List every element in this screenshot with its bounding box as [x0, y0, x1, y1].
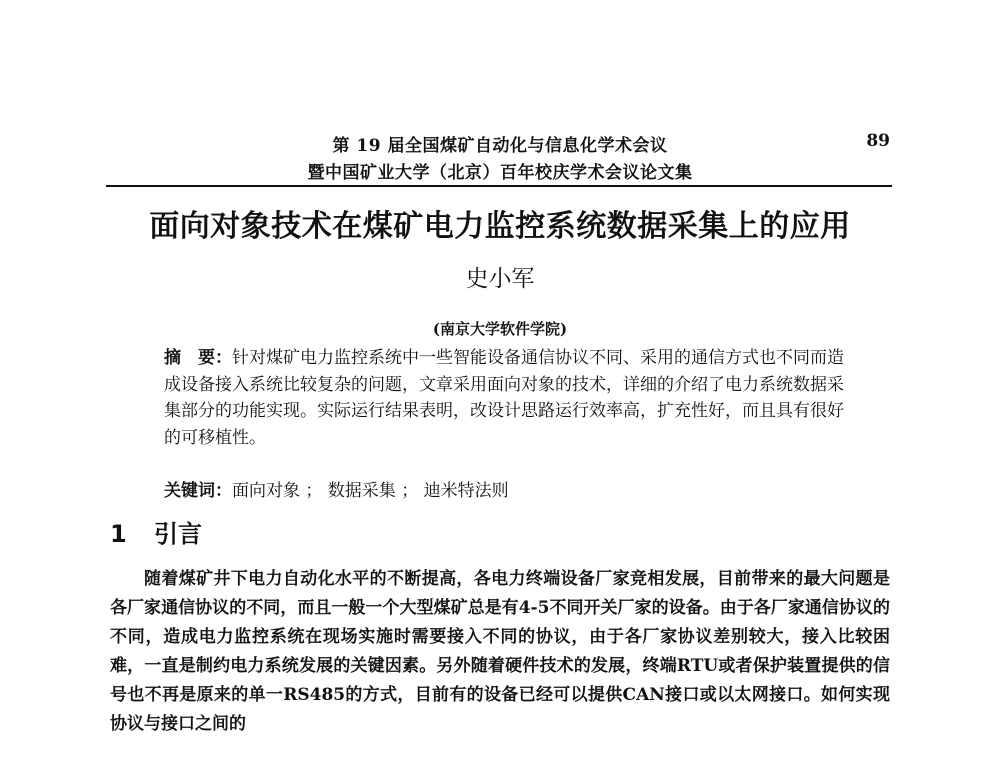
author-name: 史小军	[465, 266, 535, 292]
section-heading	[110, 514, 202, 549]
header-rule	[106, 185, 892, 187]
keywords	[164, 476, 509, 501]
page-number: 89	[866, 131, 890, 151]
section-title: 引言	[154, 520, 202, 548]
running-header-line-2: 暨中国矿业大学（北京）百年校庆学术会议论文集	[307, 163, 693, 183]
keywords-text: 面向对象 ； 数据采集 ； 迪米特法则	[232, 481, 509, 501]
section-number: 1	[110, 520, 127, 548]
running-header-line-1: 第 19 届全国煤矿自动化与信息化学术会议	[332, 136, 668, 156]
author-affiliation: (南京大学软件学院)	[432, 320, 568, 338]
body-text	[110, 565, 890, 739]
abstract-text: 针对煤矿电力监控系统中一些智能设备通信协议不同、采用的通信方式也不同而造成设备接入系统比较复杂的问题，文章采用面向对象的技术，详细的介绍了电力系统数据采集部分的功能实现。实际运行结果表明，改设计思路运行效率高，扩充性好，而且具有很好的可移植性。	[164, 348, 844, 448]
body-paragraph: 随着煤矿井下电力自动化水平的不断提高，各电力终端设备厂家竞相发展，目前带来的最大问题是各厂家通信协议的不同，而且一般一个大型煤矿总是有4-5不同开关厂家的设备。由于各厂家通信协议的不同，造成电力监控系统在现场实施时需要接入不同的协议，由于各厂家协议差别较大，接入比较困难，一直是制约电力系统发展的关键因素。另外随着硬件技术的发展，终端RTU或者保护装置提供的信号也不再是原来的单一RS485的方式，目前有的设备已经可以提供CAN接口或以太网接口。如何实现协议与接口之间的	[110, 569, 890, 734]
keywords-label: 关键词：	[164, 481, 232, 501]
paper-title: 面向对象技术在煤矿电力监控系统数据采集上的应用	[149, 209, 851, 244]
abstract-label: 摘 要：	[164, 348, 232, 368]
abstract	[164, 345, 844, 451]
